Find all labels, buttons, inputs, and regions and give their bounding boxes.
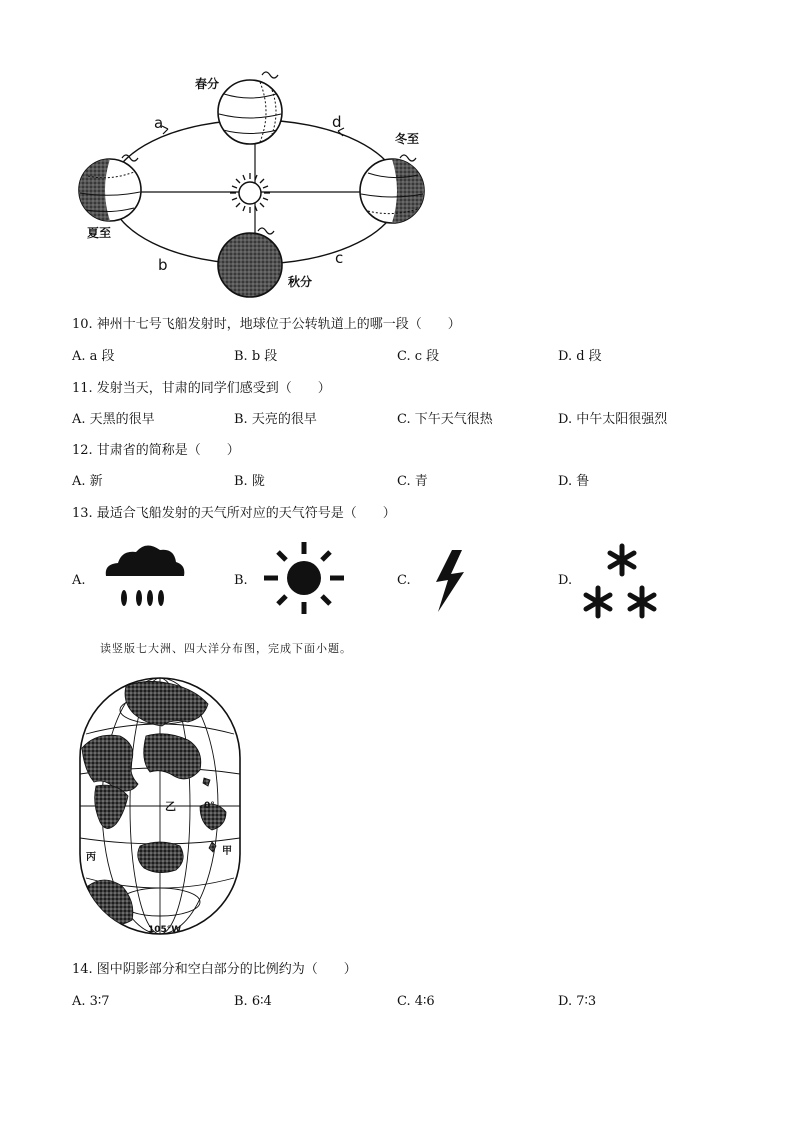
- q14-option-c[interactable]: C. 4∶6: [397, 994, 435, 1009]
- earth-autumn: [218, 233, 282, 297]
- q12-option-a[interactable]: A. 新: [72, 474, 103, 489]
- earth-orbit-diagram: [70, 65, 440, 305]
- q14-option-d[interactable]: D. 7∶3: [558, 994, 597, 1009]
- q10-option-c[interactable]: C. c 段: [397, 349, 440, 364]
- label-winter: 冬至: [395, 132, 420, 146]
- map-label-105w: 105°W: [148, 925, 182, 935]
- q11-option-a[interactable]: A. 天黑的很早: [72, 412, 155, 427]
- rain-cloud-icon: [102, 538, 186, 618]
- earth-summer: [79, 159, 141, 221]
- label-seg-b: b: [158, 256, 168, 274]
- q11-option-b[interactable]: B. 天亮的很早: [234, 412, 317, 427]
- earth-winter: [360, 159, 424, 223]
- lightning-icon: [432, 548, 468, 614]
- q10-option-a[interactable]: A. a 段: [72, 349, 115, 364]
- map-intro-text: 读竖版七大洲、四大洋分布图，完成下面小题。: [100, 642, 352, 655]
- q12-option-c[interactable]: C. 青: [397, 474, 428, 489]
- q13-option-d[interactable]: D.: [558, 573, 573, 588]
- question-12-stem: 12. 甘肃省的简称是（ ）: [72, 443, 240, 458]
- map-label-0-deg: 0°: [204, 801, 215, 811]
- q14-option-b[interactable]: B. 6∶4: [234, 994, 272, 1009]
- map-label-bing: 丙: [86, 852, 96, 863]
- map-label-jia: 甲: [222, 846, 232, 857]
- question-11-stem: 11. 发射当天，甘肃的同学们感受到（ ）: [72, 381, 331, 396]
- label-summer: 夏至: [87, 226, 112, 240]
- snow-icon: [578, 540, 664, 620]
- question-13-stem: 13. 最适合飞船发射的天气所对应的天气符号是（ ）: [72, 506, 396, 521]
- q11-option-c[interactable]: C. 下午天气很热: [397, 412, 493, 427]
- q13-option-a[interactable]: A.: [72, 573, 86, 588]
- label-seg-a: a: [154, 114, 164, 132]
- q11-option-d[interactable]: D. 中午太阳很强烈: [558, 412, 668, 427]
- q12-option-b[interactable]: B. 陇: [234, 474, 265, 489]
- sun: [230, 173, 270, 213]
- question-10-stem: 10. 神州十七号飞船发射时，地球位于公转轨道上的哪一段（ ）: [72, 317, 461, 332]
- q10-option-b[interactable]: B. b 段: [234, 349, 278, 364]
- q13-option-b[interactable]: B.: [234, 573, 248, 588]
- label-seg-c: c: [335, 249, 344, 267]
- label-autumn: 秋分: [288, 275, 313, 289]
- q13-option-c[interactable]: C.: [397, 573, 411, 588]
- vertical-world-map: [76, 674, 244, 938]
- label-spring: 春分: [195, 77, 220, 91]
- earth-spring: [218, 80, 282, 144]
- sun-icon: [262, 540, 346, 616]
- q14-option-a[interactable]: A. 3∶7: [72, 994, 110, 1009]
- question-14-stem: 14. 图中阴影部分和空白部分的比例约为（ ）: [72, 962, 357, 977]
- map-label-yi: 乙: [165, 800, 176, 813]
- q12-option-d[interactable]: D. 鲁: [558, 474, 590, 489]
- q10-option-d[interactable]: D. d 段: [558, 349, 602, 364]
- label-seg-d: d: [332, 113, 342, 131]
